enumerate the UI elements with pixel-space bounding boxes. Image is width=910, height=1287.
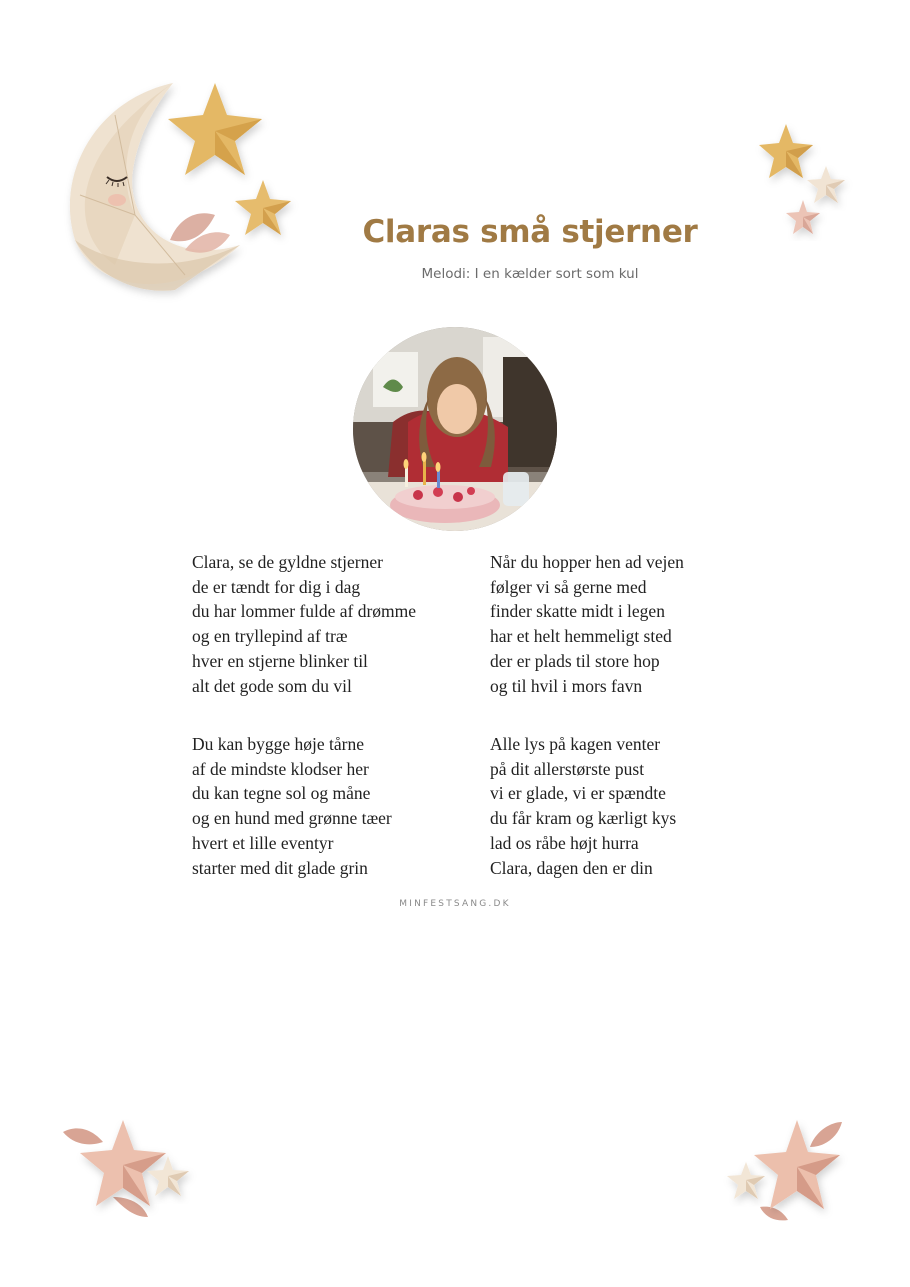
verse-line: Clara, se de gyldne stjerner: [192, 552, 383, 572]
verse-line: og en hund med grønne tæer: [192, 808, 392, 829]
gold-star-icon: [235, 180, 291, 235]
site-footer: MINFESTSANG.DK: [399, 899, 511, 909]
origami-moon-decoration: [55, 75, 305, 315]
verse-line: du har lommer fulde af drømme: [192, 601, 417, 622]
verse-line: Du kan bygge høje tårne: [192, 734, 365, 754]
verse-line: Clara, dagen den er din: [490, 857, 653, 878]
gold-star-icon: [168, 83, 262, 175]
verse-line: finder skatte midt i legen: [490, 601, 665, 622]
star-cluster-top-right: [750, 118, 860, 243]
verse-line: lad os råbe højt hurra: [490, 832, 639, 853]
verse-3: [192, 732, 392, 880]
verse-line: du får kram og kærligt kys: [490, 808, 677, 829]
verse-4: [490, 732, 676, 880]
verse-line: hvert et lille eventyr: [192, 832, 334, 853]
verse-line: starter med dit glade grin: [192, 857, 368, 878]
verse-line: du kan tegne sol og måne: [192, 783, 371, 804]
verse-line: alt det gode som du vil: [192, 675, 352, 696]
verse-line: der er plads til store hop: [490, 650, 660, 671]
verse-line: har et helt hemmeligt sted: [490, 626, 672, 647]
verse-line: Når du hopper hen ad vejen: [490, 552, 684, 572]
cream-star-icon: [727, 1162, 765, 1199]
verse-2: [490, 550, 684, 698]
verse-1: [192, 550, 416, 698]
verse-line: af de mindste klodser her: [192, 758, 369, 779]
star-cluster-bottom-right: [720, 1112, 850, 1227]
star-cluster-bottom-left: [58, 1112, 198, 1227]
pink-star-icon: [80, 1120, 166, 1206]
cream-star-icon: [807, 166, 845, 203]
gold-star-icon: [759, 124, 813, 178]
verse-line: og en tryllepind af træ: [192, 626, 348, 647]
verse-line: hver en stjerne blinker til: [192, 650, 368, 671]
verse-line: de er tændt for dig i dag: [192, 576, 361, 597]
page-title: Claras små stjerner: [362, 214, 698, 250]
verse-line: på dit allerstørste pust: [490, 758, 645, 779]
verse-line: Alle lys på kagen venter: [490, 734, 661, 754]
melody-subtitle: Melodi: I en kælder sort som kul: [421, 266, 639, 282]
birthday-photo: [353, 327, 557, 531]
pink-star-icon: [786, 200, 820, 234]
verse-line: vi er glade, vi er spændte: [490, 783, 666, 804]
verse-line: og til hvil i mors favn: [490, 675, 643, 696]
verse-line: følger vi så gerne med: [490, 576, 647, 597]
